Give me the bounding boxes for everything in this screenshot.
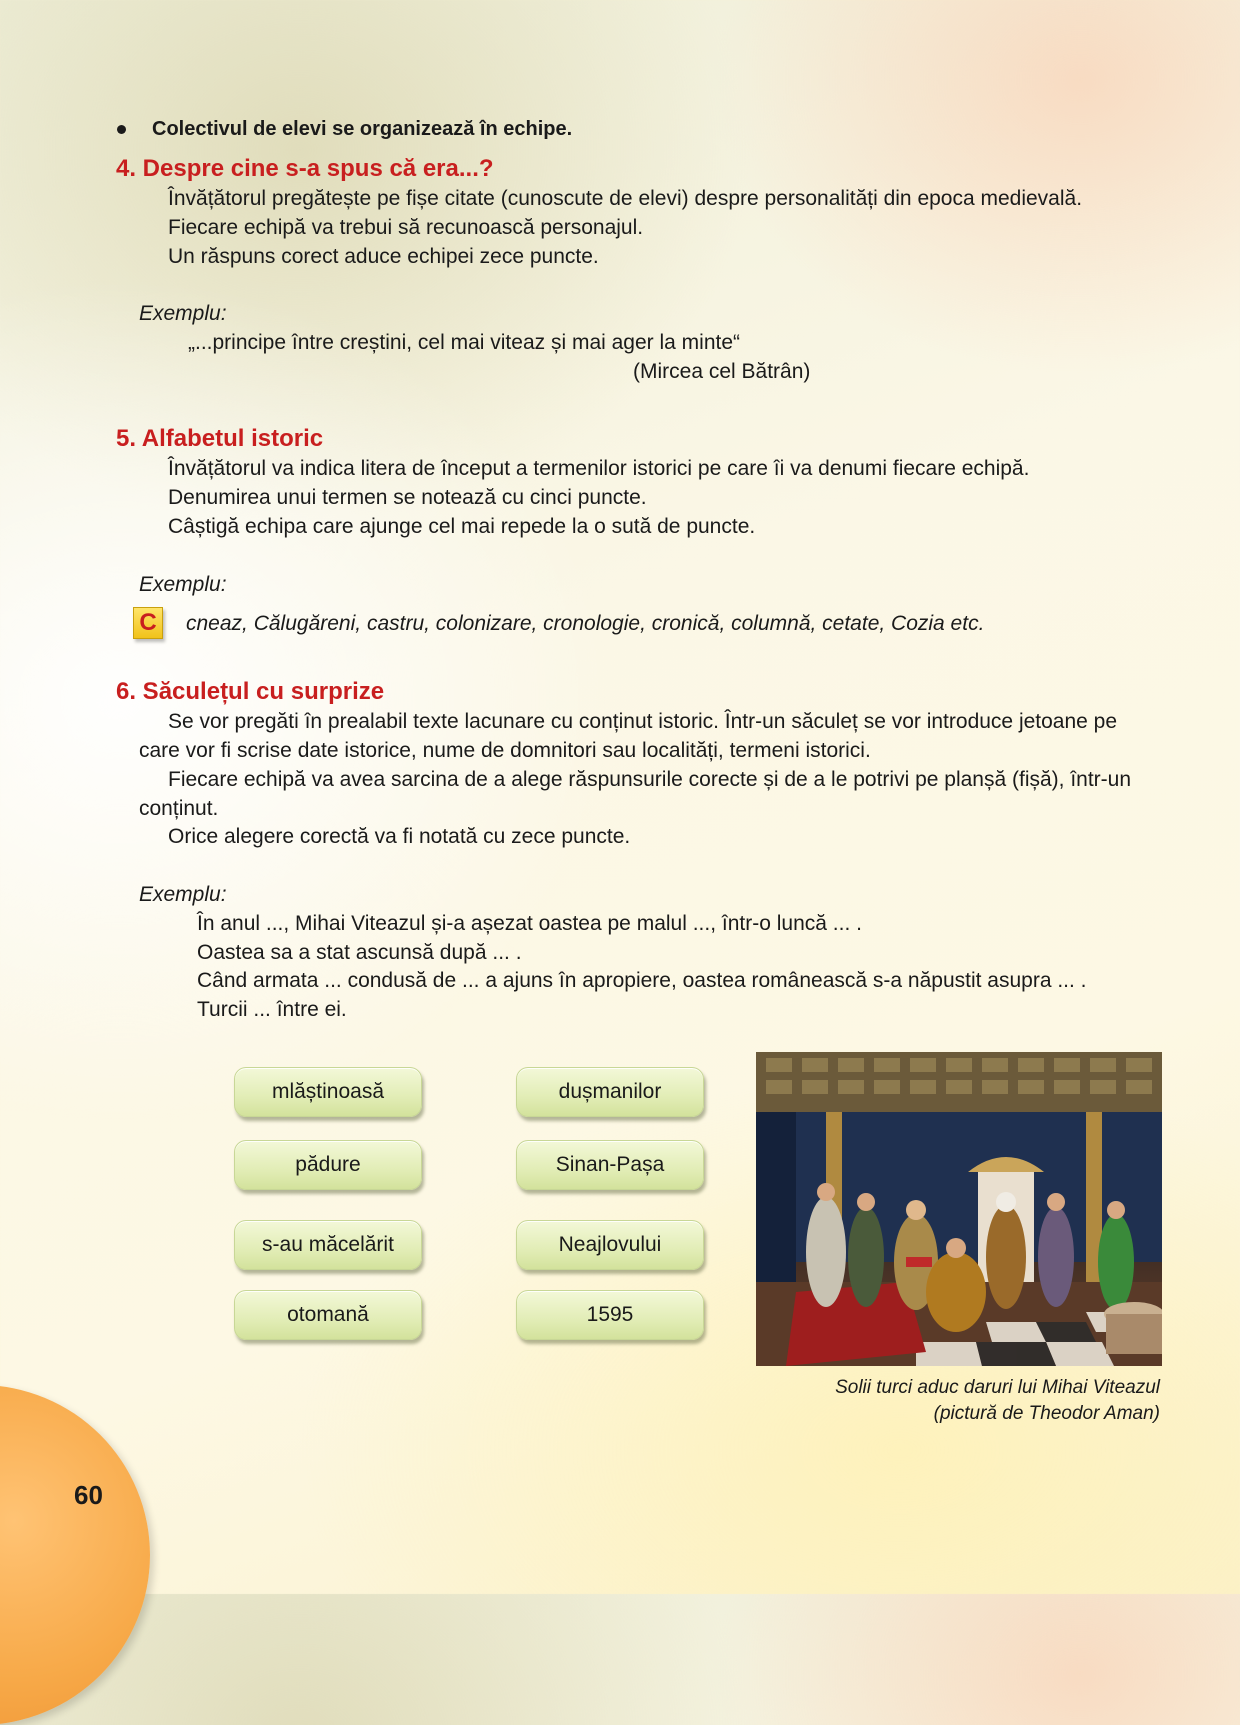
section-4-answer: (Mircea cel Bătrân) xyxy=(633,360,811,383)
section-6-title: 6. Săculețul cu surprize xyxy=(116,678,385,705)
section-6-para-3: Orice alegere corectă va fi notată cu zece puncte. xyxy=(168,825,631,848)
section-6-example-line-3: Când armata ... condusă de ... a ajuns în apropiere, oastea românească s-a năpustit asupra ... . xyxy=(197,969,1087,992)
section-5-line-1: Învățătorul va indica litera de început a termenilor istorici pe care îi va denumi fiecare echipă. xyxy=(168,457,1030,480)
section-6-example-label: Exemplu: xyxy=(139,883,227,906)
section-4-example-label: Exemplu: xyxy=(139,302,227,325)
letter-c-badge: C xyxy=(133,607,163,639)
section-6-example-line-1: În anul ..., Mihai Viteazul și-a așezat oastea pe malul ..., într-o luncă ... . xyxy=(197,912,862,935)
section-6-para-2a: Fiecare echipă va avea sarcina de a alege răspunsurile corecte și de a le potrivi pe planșă (fișă), într-un xyxy=(168,768,1132,791)
section-5-example-label: Exemplu: xyxy=(139,573,227,596)
section-6-para-2b: conținut. xyxy=(139,797,219,820)
section-4-quote: „...principe între creștini, cel mai viteaz și mai ager la minte“ xyxy=(188,331,741,354)
painting-caption-line-1: Solii turci aduc daruri lui Mihai Viteazul xyxy=(835,1377,1160,1398)
word-chip: Sinan-Pașa xyxy=(516,1140,704,1190)
word-chip: mlăștinoasă xyxy=(234,1067,422,1117)
page-number: 60 xyxy=(74,1480,103,1510)
section-6-para-1b: care vor fi scrise date istorice, nume de domnitori sau localități, termeni istorici. xyxy=(139,739,871,762)
section-5-title: 5. Alfabetul istoric xyxy=(116,425,324,452)
section-5-line-2: Denumirea unui termen se notează cu cinci puncte. xyxy=(168,486,647,509)
bullet-dot xyxy=(117,125,126,134)
section-6-para-1a: Se vor pregăti în prealabil texte lacunare cu conținut istoric. Într-un săculeț se vor introduce jetoane pe xyxy=(168,710,1118,733)
section-5-line-3: Câștigă echipa care ajunge cel mai repede la o sută de puncte. xyxy=(168,515,756,538)
section-6-example-line-4: Turcii ... între ei. xyxy=(197,998,347,1021)
painting-image xyxy=(756,1052,1162,1366)
intro-bullet-text: Colectivul de elevi se organizează în echipe. xyxy=(152,118,573,140)
section-4-line-3: Un răspuns corect aduce echipei zece puncte. xyxy=(168,245,599,268)
section-5-terms: cneaz, Călugăreni, castru, colonizare, cronologie, cronică, columnă, cetate, Cozia etc. xyxy=(186,612,985,635)
section-6-example-line-2: Oastea sa a stat ascunsă după ... . xyxy=(197,941,522,964)
painting-illustration xyxy=(756,1052,1162,1366)
word-chip: Neajlovului xyxy=(516,1220,704,1270)
word-chip: pădure xyxy=(234,1140,422,1190)
painting-caption-line-2: (pictură de Theodor Aman) xyxy=(933,1403,1160,1424)
word-chip: dușmanilor xyxy=(516,1067,704,1117)
section-4-line-2: Fiecare echipă va trebui să recunoască personajul. xyxy=(168,216,644,239)
word-chip: s-au măcelărit xyxy=(234,1220,422,1270)
section-4-title: 4. Despre cine s-a spus că era...? xyxy=(116,155,494,182)
word-chip: otomană xyxy=(234,1290,422,1340)
section-4-line-1: Învățătorul pregătește pe fișe citate (cunoscute de elevi) despre personalități din epoca medievală. xyxy=(168,187,1083,210)
word-chip: 1595 xyxy=(516,1290,704,1340)
page-number-disc xyxy=(0,1385,150,1725)
